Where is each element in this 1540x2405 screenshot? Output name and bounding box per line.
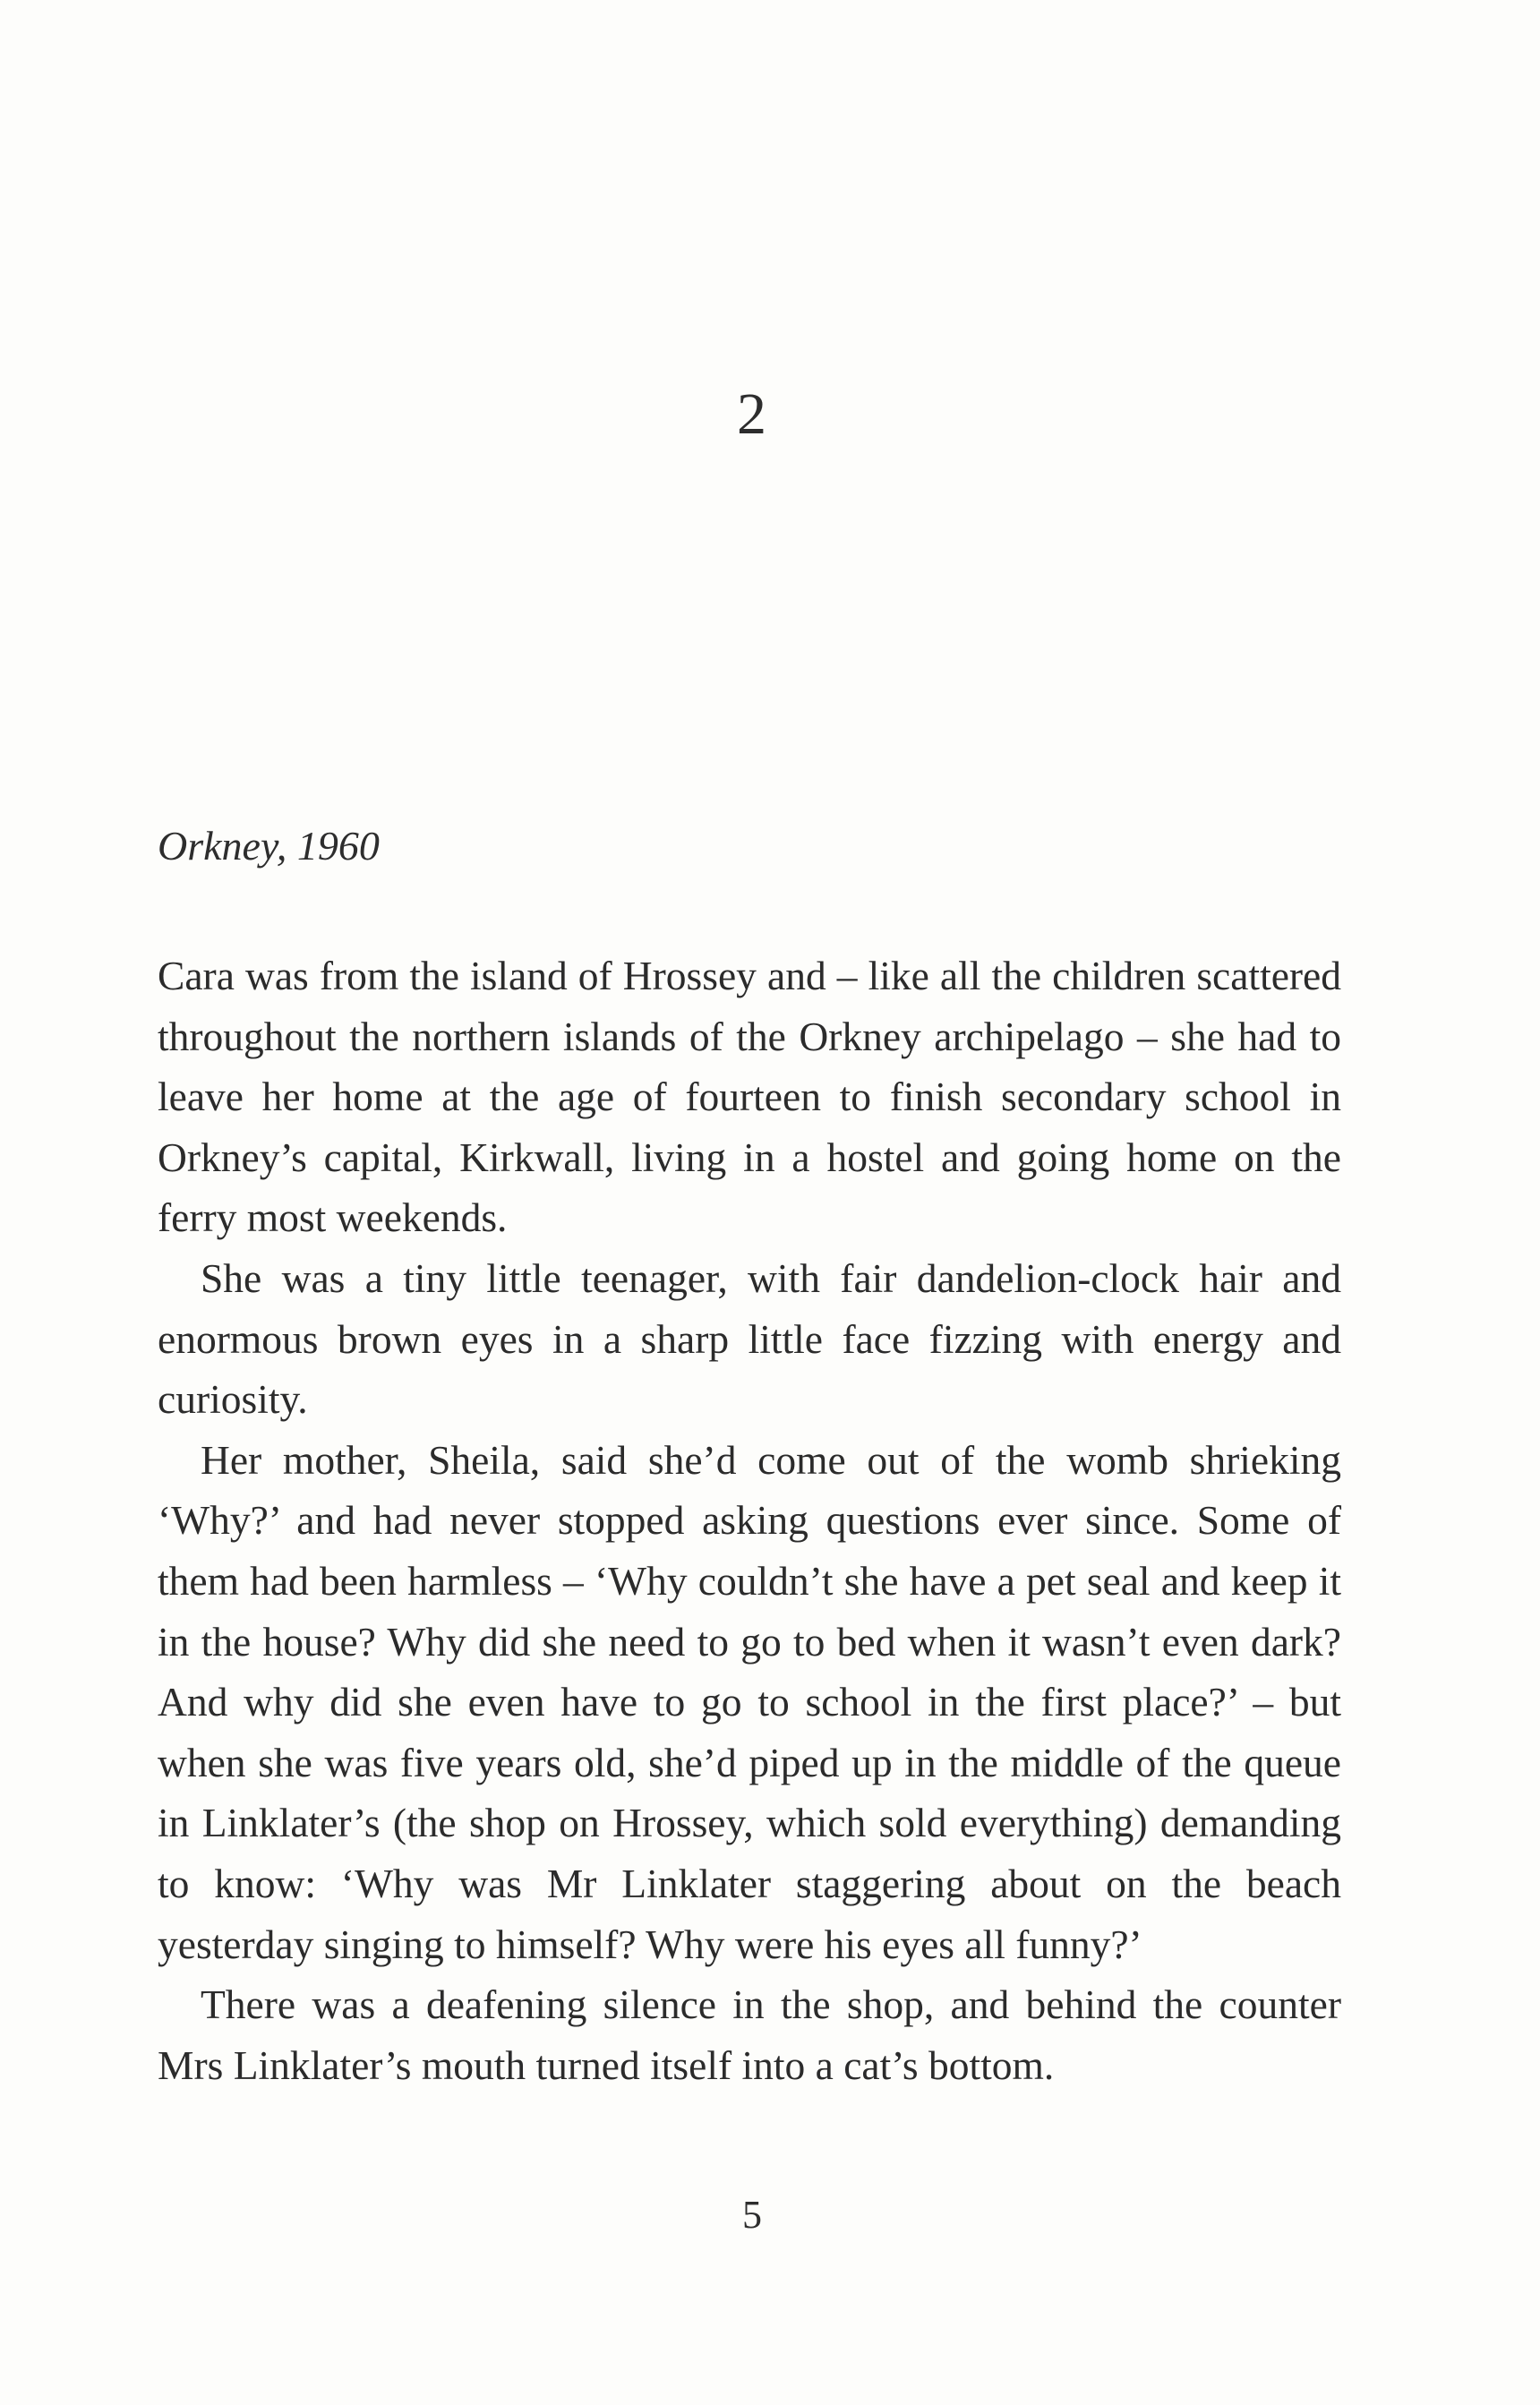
- page-number: 5: [742, 2193, 762, 2237]
- paragraph-4: There was a deafening silence in the shop, and behind the counter Mrs Linklater’s mouth turned itself into a cat’s bottom.: [158, 1981, 1341, 2088]
- body-text: [158, 946, 1341, 2095]
- paragraph-2: She was a tiny little teenager, with fair dandelion-clock hair and enormous brown eyes in a sharp little face fizzing with energy and curiosity.: [158, 1254, 1341, 1423]
- chapter-number: 2: [737, 381, 767, 447]
- paragraph-3: Her mother, Sheila, said she’d come out of the womb shrieking ‘Why?’ and had never stopped asking questions ever since. Some of them had been harmless – ‘Why couldn’t she have a pet seal and keep it in the house? Why did she need to go to bed when it wasn’t even dark? And why did she even have to go to school in the first place?’ – but when she was five years old, she’d piped up in the middle of the queue in Linklater’s (the shop on Hrossey, which sold everything) demanding to know: ‘Why was Mr Linklater staggering about on the beach yesterday singing to himself? Why were his eyes all funny?’: [158, 1436, 1341, 1967]
- paragraph-1: Cara was from the island of Hrossey and – like all the children scattered throughout the northern islands of the Orkney archipelago – she had to leave her home at the age of fourteen to finish secondary school in Orkney’s capital, Kirkwall, living in a hostel and going home on the ferry most weekends.: [158, 953, 1341, 1241]
- chapter-setting-heading: Orkney, 1960: [158, 823, 380, 869]
